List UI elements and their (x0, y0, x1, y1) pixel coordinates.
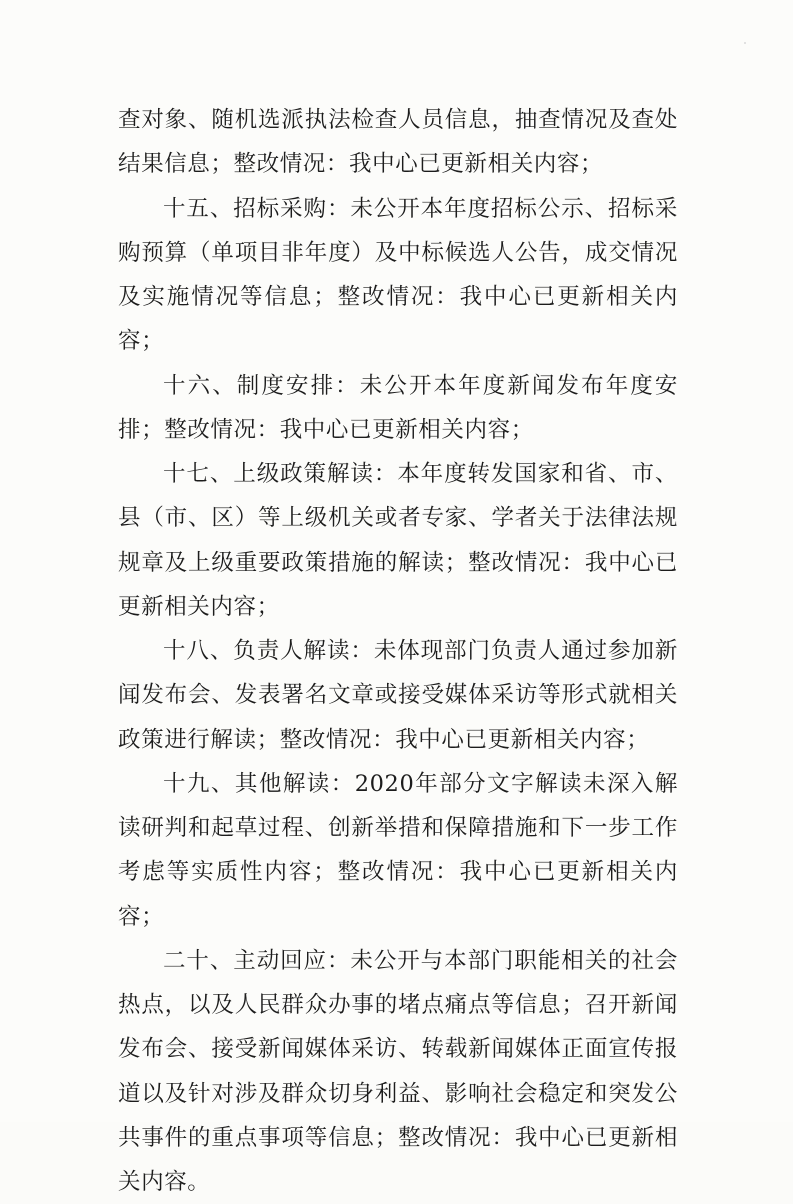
paragraph-item-18: 十八、负责人解读：未体现部门负责人通过参加新闻发布会、发表署名文章或接受媒体采访等形式就相关政策进行解读；整改情况：我中心已更新相关内容； (118, 638, 678, 753)
document-body (118, 98, 678, 1204)
paragraph-item-16: 十六、制度安排：未公开本年度新闻发布年度安排；整改情况：我中心已更新相关内容； (118, 372, 678, 443)
paragraph-continuation: 查对象、随机选派执法检查人员信息，抽查情况及查处结果信息；整改情况：我中心已更新相关内容； (118, 107, 678, 178)
scan-speck (744, 42, 746, 44)
paragraph-item-15: 十五、招标采购：未公开本年度招标公示、招标采购预算（单项目非年度）及中标候选人公告，成交情况及实施情况等信息；整改情况：我中心已更新相关内容； (118, 195, 678, 355)
paragraph-item-17: 十七、上级政策解读：本年度转发国家和省、市、县（市、区）等上级机关或者专家、学者关于法律法规规章及上级重要政策措施的解读；整改情况：我中心已更新相关内容； (118, 461, 678, 620)
paragraph-item-20: 二十、主动回应：未公开与本部门职能相关的社会热点，以及人民群众办事的堵点痛点等信息；召开新闻发布会、接受新闻媒体采访、转载新闻媒体正面宣传报道以及针对涉及群众切身利益、影响社会稳定和突发公共事件的重点事项等信息；整改情况：我中心已更新相关内容。 (118, 947, 678, 1195)
paragraph-item-19: 十九、其他解读：2020年部分文字解读未深入解读研判和起草过程、创新举措和保障措施和下一步工作考虑等实质性内容；整改情况：我中心已更新相关内容； (118, 770, 678, 930)
